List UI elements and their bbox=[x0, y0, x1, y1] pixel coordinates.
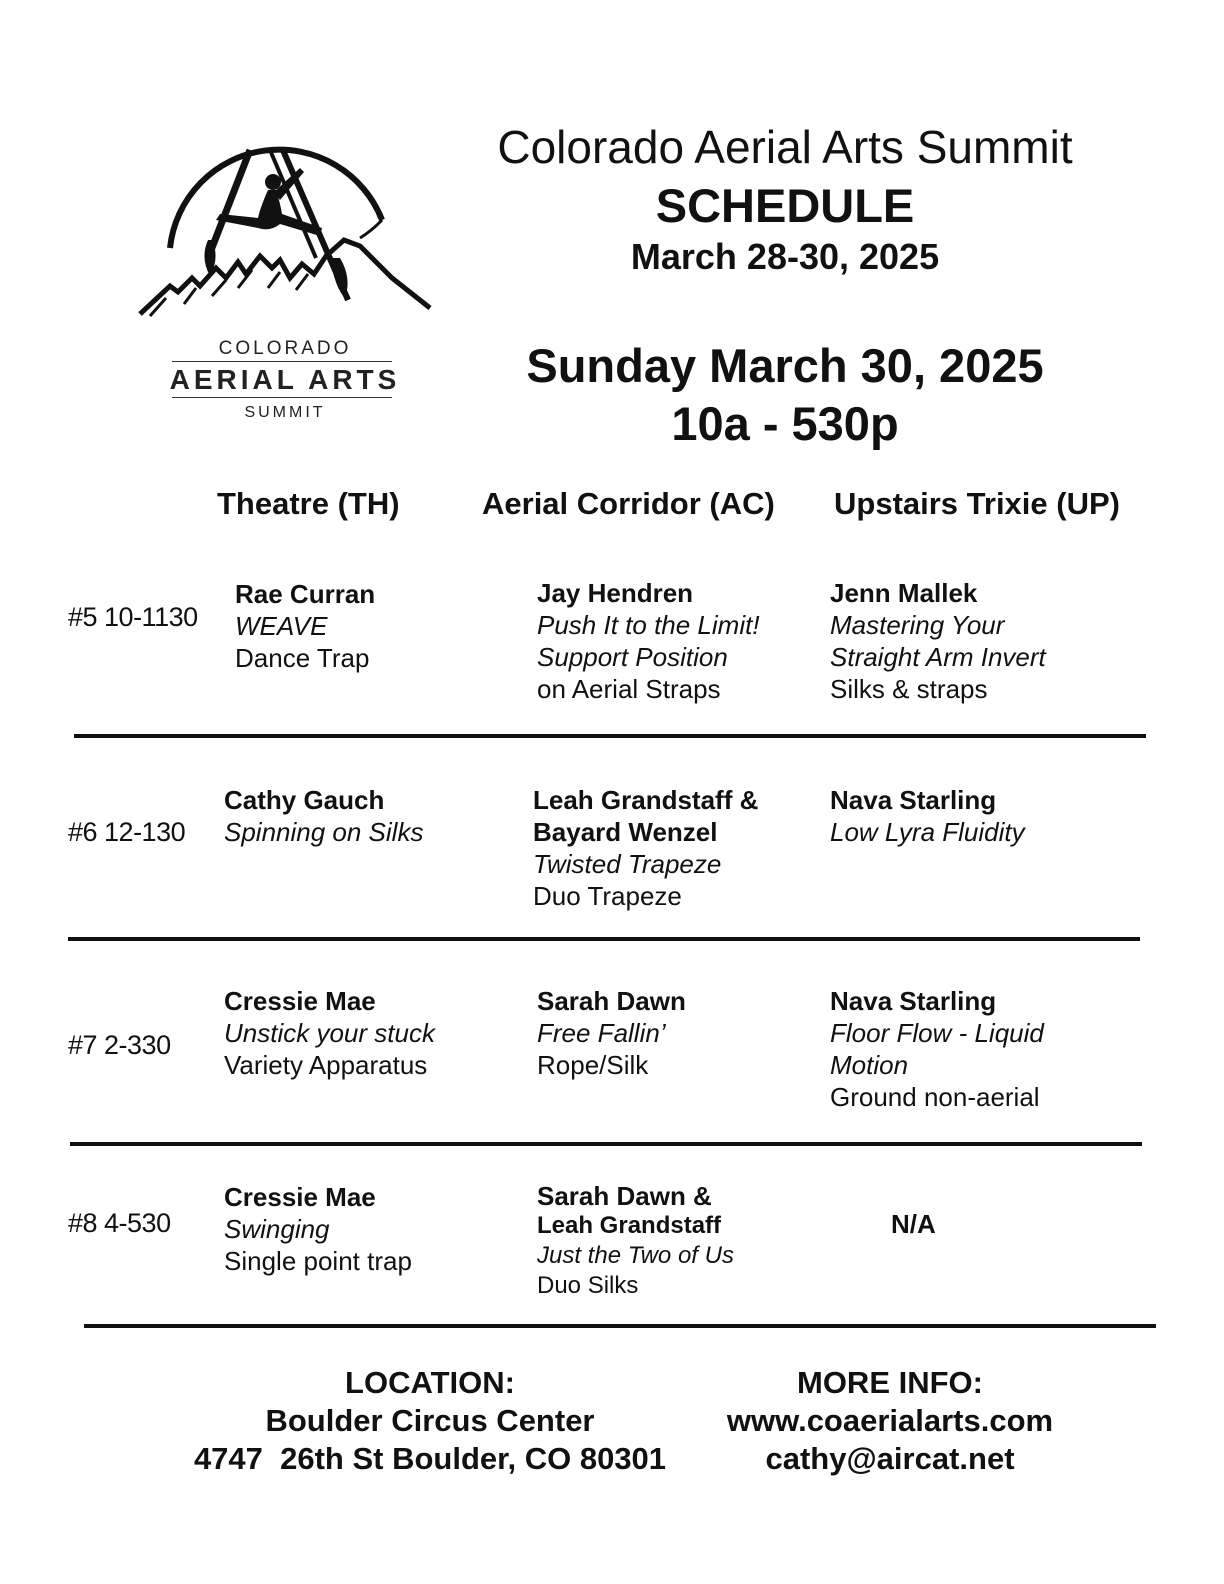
session-7-aerial-corridor bbox=[537, 985, 686, 1081]
logo-aerial-arts-text: AERIAL ARTS bbox=[169, 364, 401, 395]
class-title: Free Fallin’ bbox=[537, 1018, 666, 1048]
class-title: Push It to the Limit! bbox=[537, 610, 760, 640]
logo-colorado-text: COLORADO bbox=[218, 338, 352, 359]
session-6-upstairs-trixie bbox=[830, 784, 1025, 848]
instructor-name: Nava Starling bbox=[830, 785, 997, 815]
aerialist-logo-icon bbox=[130, 128, 440, 328]
apparatus: Dance Trap bbox=[235, 643, 370, 673]
instructor-name: Leah Grandstaff & bbox=[533, 785, 759, 815]
session-6-theatre bbox=[224, 784, 423, 848]
apparatus: Variety Apparatus bbox=[224, 1050, 428, 1080]
apparatus: Ground non-aerial bbox=[830, 1082, 1040, 1112]
location-name: Boulder Circus Center bbox=[265, 1403, 595, 1438]
session-slot-6: #6 12-130 bbox=[68, 817, 186, 847]
class-title: Spinning on Silks bbox=[224, 817, 424, 847]
apparatus: on Aerial Straps bbox=[537, 674, 721, 704]
summit-logo bbox=[130, 128, 440, 428]
session-slot-7: #7 2-330 bbox=[68, 1030, 171, 1060]
instructor-name: Cressie Mae bbox=[224, 986, 376, 1016]
instructor-name: Cathy Gauch bbox=[224, 785, 385, 815]
row-divider bbox=[70, 1142, 1142, 1146]
logo-divider-top bbox=[172, 361, 392, 362]
class-title: Just the Two of Us bbox=[537, 1242, 734, 1269]
email-link[interactable]: cathy@aircat.net bbox=[765, 1441, 1015, 1476]
row-divider bbox=[74, 734, 1146, 738]
more-info-block bbox=[680, 1364, 1100, 1478]
instructor-name: Sarah Dawn bbox=[537, 986, 686, 1016]
session-8-theatre bbox=[224, 1181, 412, 1277]
session-8-upstairs-trixie-na: N/A bbox=[891, 1209, 936, 1239]
apparatus: Duo Trapeze bbox=[533, 881, 682, 911]
class-title: Mastering Your bbox=[830, 610, 1005, 640]
class-title-line2: Motion bbox=[830, 1050, 909, 1080]
instructor-name: Rae Curran bbox=[235, 579, 376, 609]
more-info-heading: MORE INFO: bbox=[797, 1365, 983, 1400]
column-header-theatre: Theatre (TH) bbox=[217, 486, 400, 521]
session-6-aerial-corridor bbox=[533, 784, 758, 912]
apparatus: Duo Silks bbox=[537, 1272, 639, 1299]
column-header-aerial-corridor: Aerial Corridor (AC) bbox=[482, 486, 775, 521]
class-title: Twisted Trapeze bbox=[533, 849, 722, 879]
session-7-theatre bbox=[224, 985, 435, 1081]
logo-summit-text: SUMMIT bbox=[244, 404, 326, 421]
session-5-theatre bbox=[235, 578, 375, 674]
row-divider bbox=[68, 937, 1140, 941]
instructor-name: Sarah Dawn & bbox=[537, 1181, 712, 1211]
website-link[interactable]: www.coaerialarts.com bbox=[726, 1403, 1054, 1438]
session-5-upstairs-trixie bbox=[830, 577, 1046, 705]
class-title: Low Lyra Fluidity bbox=[830, 817, 1025, 847]
apparatus: Rope/Silk bbox=[537, 1050, 649, 1080]
class-title-line2: Support Position bbox=[537, 642, 728, 672]
logo-divider-bottom bbox=[172, 397, 392, 398]
location-heading: LOCATION: bbox=[345, 1365, 515, 1400]
event-title: Colorado Aerial Arts Summit bbox=[497, 121, 1073, 173]
schedule-heading: SCHEDULE bbox=[655, 179, 915, 232]
class-title: Floor Flow - Liquid bbox=[830, 1018, 1044, 1048]
class-title: Unstick your stuck bbox=[224, 1018, 435, 1048]
location-block bbox=[150, 1364, 710, 1478]
instructor-name: Jenn Mallek bbox=[830, 578, 978, 608]
session-slot-5: #5 10-1130 bbox=[68, 602, 198, 632]
instructor-name: Nava Starling bbox=[830, 986, 997, 1016]
session-5-aerial-corridor bbox=[537, 577, 760, 705]
session-slot-8: #8 4-530 bbox=[68, 1208, 171, 1238]
instructor-name: Cressie Mae bbox=[224, 1182, 376, 1212]
column-header-upstairs-trixie: Upstairs Trixie (UP) bbox=[834, 486, 1120, 521]
session-8-aerial-corridor bbox=[537, 1181, 734, 1301]
class-title-line2: Straight Arm Invert bbox=[830, 642, 1046, 672]
apparatus: Silks & straps bbox=[830, 674, 988, 704]
apparatus: Single point trap bbox=[224, 1246, 412, 1276]
instructor-name: Jay Hendren bbox=[537, 578, 694, 608]
day-title: Sunday March 30, 2025 bbox=[526, 339, 1044, 392]
session-7-upstairs-trixie bbox=[830, 985, 1044, 1113]
class-title: WEAVE bbox=[235, 611, 328, 641]
instructor-name-2: Leah Grandstaff bbox=[537, 1212, 722, 1239]
instructor-name-2: Bayard Wenzel bbox=[533, 817, 718, 847]
location-address: 4747 26th St Boulder, CO 80301 bbox=[193, 1441, 667, 1476]
class-title: Swinging bbox=[224, 1214, 330, 1244]
event-date-range: March 28-30, 2025 bbox=[630, 236, 940, 277]
day-hours: 10a - 530p bbox=[671, 397, 899, 450]
row-divider bbox=[84, 1324, 1156, 1328]
